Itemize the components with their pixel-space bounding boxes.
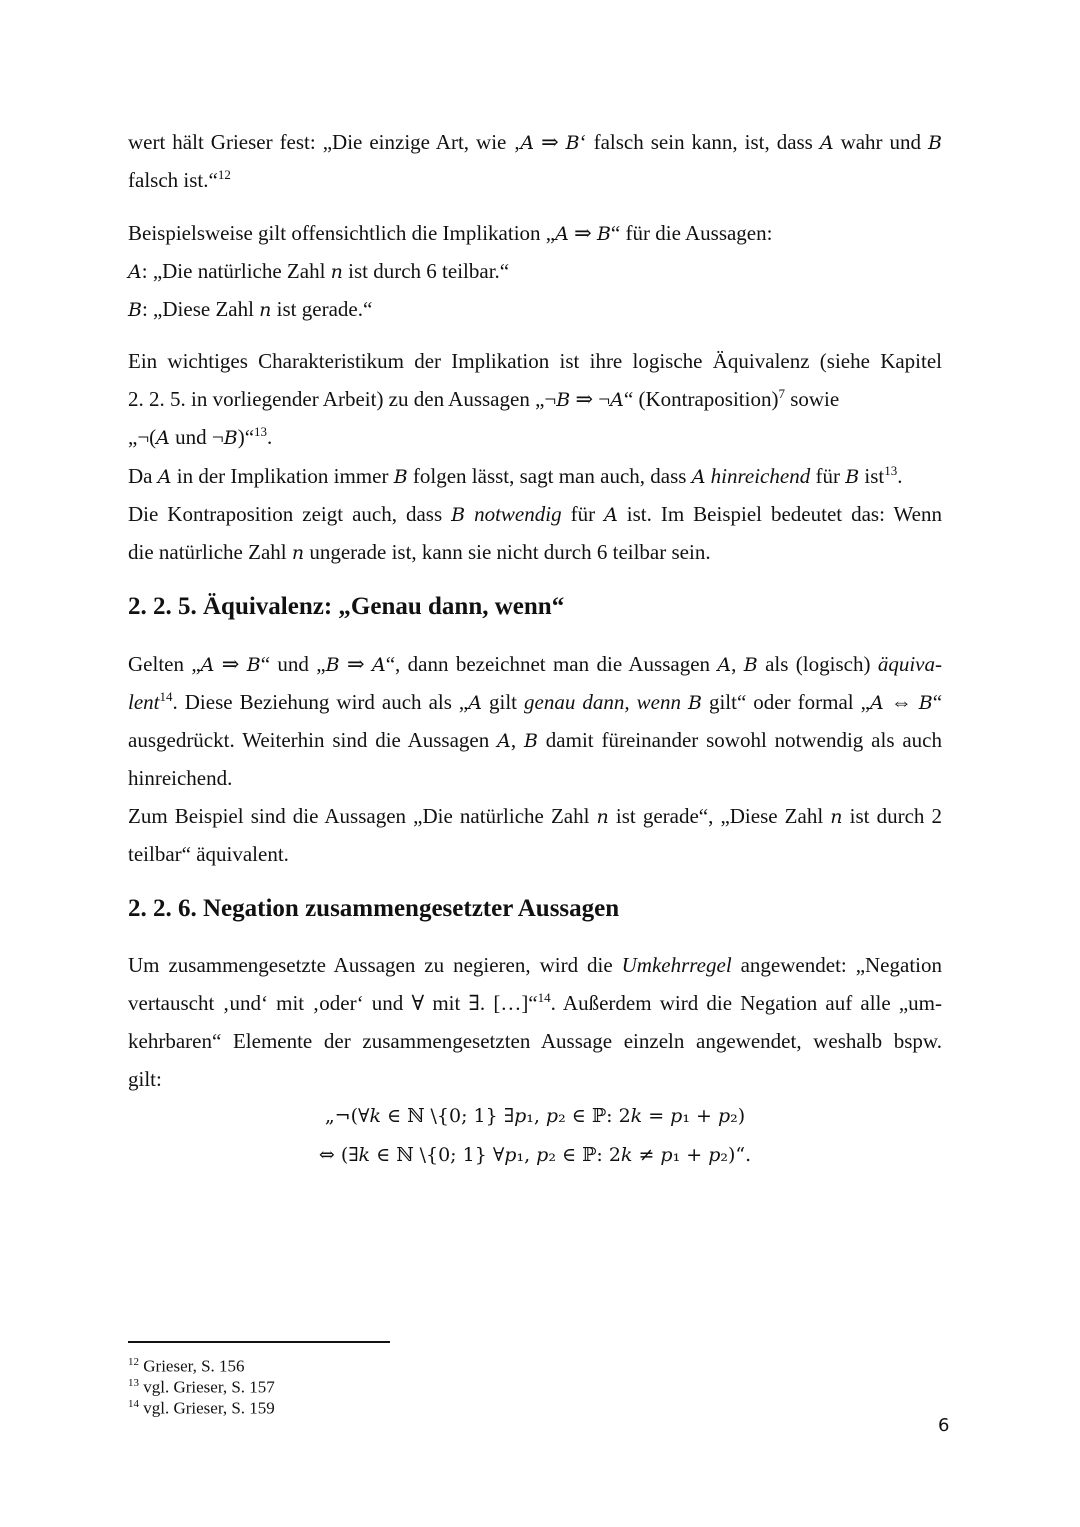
section-heading-2-2-6: 2. 2. 6. Negation zusammengesetzter Aussagen	[128, 895, 620, 922]
math-variable: A	[555, 223, 569, 245]
text-run: wahr und	[833, 130, 929, 154]
footnote-reference: 14	[537, 990, 551, 1005]
text-run: Da	[128, 464, 158, 488]
text-line	[128, 683, 942, 721]
text-run: genau dann, wenn	[524, 690, 681, 714]
text-run: 2. 2. 5. in vorliegender Arbeit) zu den Aussagen „¬	[128, 387, 557, 411]
text-run: ist	[859, 464, 885, 488]
footnote-reference: 13	[884, 463, 898, 478]
text-run: .	[897, 464, 903, 488]
footnote-text: Grieser, S. 156	[143, 1356, 245, 1376]
text-run: : „Diese Zahl	[141, 297, 260, 321]
math-variable: A	[610, 389, 624, 411]
formula-line-2: ⇔ (∃𝑘 ∈ ℕ \{0; 1} ∀𝑝₁, 𝑝₂ ∈ ℙ: 2𝑘 ≠ 𝑝₁ + 𝑝₂)“.	[318, 1144, 752, 1166]
footnote-number: 13	[128, 1377, 139, 1389]
text-run: . Außerdem wird die Negation auf alle „um-	[550, 991, 942, 1015]
text-run: vertauscht ‚und‘ mit ‚oder‘ und ∀ mit ∃. […]“	[128, 991, 538, 1015]
text-run: folgen lässt, sagt man auch, dass	[407, 464, 692, 488]
text-run: ⇒	[534, 130, 566, 154]
math-variable: A	[468, 692, 482, 714]
text-run: notwendig	[474, 502, 562, 526]
math-variable: B	[523, 730, 538, 752]
text-run: sowie	[784, 387, 840, 411]
footnote-separator	[128, 1341, 390, 1343]
text-run: kehrbaren“ Elemente der zusammengesetzten Aussage einzeln angewendet, weshalb bspw.	[128, 1029, 942, 1053]
text-run: als (logisch)	[757, 652, 878, 676]
math-variable: A	[520, 132, 535, 154]
text-run: “ für die Aussagen:	[610, 221, 773, 245]
text-run: gilt:	[128, 1067, 162, 1091]
text-run: ⇒ ¬	[570, 387, 611, 411]
math-variable: B	[565, 132, 580, 154]
text-line	[128, 759, 942, 797]
math-variable: B	[128, 299, 142, 321]
text-line	[128, 457, 942, 496]
text-run: hinreichend	[710, 464, 811, 488]
text-run: Umkehrregel	[621, 953, 732, 977]
text-run: ist durch 6 teilbar.“	[342, 259, 510, 283]
text-run: gilt	[481, 690, 525, 714]
text-run: ⇒	[568, 221, 597, 245]
text-run: ist. Im Beispiel bedeutet das: Wenn	[617, 502, 942, 526]
footnote-14	[128, 1394, 275, 1419]
text-run: in der Implikation immer	[171, 464, 394, 488]
text-line	[128, 418, 942, 457]
text-line	[128, 214, 942, 253]
footnote-number: 14	[128, 1398, 139, 1410]
math-variable: B	[325, 654, 340, 676]
text-run: “ und „	[260, 652, 326, 676]
footnote-reference: 12	[217, 167, 231, 182]
math-variable: B	[556, 389, 571, 411]
section-heading-2-2-5: 2. 2. 5. Äquivalenz: „Genau dann, wenn“	[128, 593, 565, 620]
math-variable: A	[691, 466, 706, 488]
text-line	[128, 797, 942, 835]
text-run: „¬(	[128, 425, 157, 449]
text-line	[128, 533, 942, 572]
footnote-reference: 14	[159, 689, 173, 704]
text-run: ist gerade.“	[271, 297, 373, 321]
text-run: die natürliche Zahl	[128, 540, 292, 564]
text-run	[465, 502, 474, 526]
math-variable: A	[717, 654, 732, 676]
text-run: damit füreinander sowohl notwendig als auch	[537, 728, 942, 752]
text-run: ⇔	[883, 690, 919, 714]
text-line	[128, 380, 942, 419]
text-run: ist gerade“, „Diese Zahl	[608, 804, 831, 828]
text-line	[128, 1060, 942, 1098]
text-run: für	[561, 502, 605, 526]
math-variable: B	[918, 692, 933, 714]
math-variable: n	[259, 299, 272, 321]
math-variable: B	[687, 692, 702, 714]
text-run: ⇒	[339, 652, 372, 676]
text-run: Zum Beispiel sind die Aussagen „Die natürliche Zahl	[128, 804, 597, 828]
math-variable: A	[604, 504, 618, 526]
text-run: Beispielsweise gilt offensichtlich die Implikation „	[128, 221, 556, 245]
text-run: gilt“ oder formal „	[701, 690, 870, 714]
math-variable: B	[393, 466, 408, 488]
text-run: Um zusammengesetzte Aussagen zu negieren, wird die	[128, 953, 622, 977]
math-variable: n	[830, 806, 843, 828]
text-line	[128, 342, 942, 380]
math-variable: A	[156, 427, 170, 449]
math-variable: B	[223, 427, 238, 449]
math-variable: B	[928, 132, 942, 154]
text-line	[128, 835, 942, 873]
text-run: ,	[510, 728, 524, 752]
text-run: Die Kontraposition zeigt auch, dass	[128, 502, 452, 526]
text-run: falsch ist.“	[128, 168, 218, 192]
text-run: .	[267, 425, 273, 449]
text-line	[128, 984, 942, 1022]
math-variable: B	[743, 654, 758, 676]
text-run: ist durch 2	[842, 804, 942, 828]
text-run: “ (Kontraposition)	[623, 387, 779, 411]
formula-line-1: „¬(∀𝑘 ∈ ℕ \{0; 1} ∃𝑝₁, 𝑝₂ ∈ ℙ: 2𝑘 = 𝑝₁ + 𝑝₂)	[324, 1105, 746, 1127]
text-line	[128, 1022, 942, 1060]
text-run: und ¬	[169, 425, 224, 449]
footnote-text: vgl. Grieser, S. 157	[143, 1377, 275, 1397]
footnote-reference: 13	[254, 424, 268, 439]
text-line	[128, 290, 942, 329]
text-line	[128, 946, 942, 984]
text-line	[128, 645, 942, 683]
footnote-text: vgl. Grieser, S. 159	[143, 1398, 275, 1418]
text-run: hinreichend.	[128, 766, 233, 790]
math-variable: B	[596, 223, 611, 245]
text-run: ,	[731, 652, 744, 676]
math-variable: A	[157, 466, 172, 488]
math-variable: A	[497, 730, 511, 752]
text-line	[128, 495, 942, 533]
text-run: äquiva-	[877, 652, 942, 676]
text-run: “	[932, 690, 942, 714]
footnote-reference: 7	[778, 386, 785, 401]
text-run: angewendet: „Negation	[731, 953, 942, 977]
text-run: ausgedrückt. Weiterhin sind die Aussagen	[128, 728, 498, 752]
text-line	[128, 721, 942, 759]
text-run: ‘ falsch sein kann, ist, dass	[579, 130, 820, 154]
math-variable: B	[845, 466, 860, 488]
text-run: lent	[128, 690, 160, 714]
math-variable: B	[246, 654, 261, 676]
math-variable: A	[819, 132, 834, 154]
text-line	[128, 252, 942, 291]
text-run: . Diese Beziehung wird auch als „	[172, 690, 469, 714]
math-variable: n	[596, 806, 609, 828]
text-run: für	[810, 464, 846, 488]
text-line	[128, 161, 942, 199]
footnote-number: 12	[128, 1356, 139, 1368]
math-variable: B	[451, 504, 466, 526]
text-run	[681, 690, 688, 714]
math-variable: n	[330, 261, 343, 283]
page-number: 6	[938, 1415, 950, 1436]
text-run: ⇒	[214, 652, 247, 676]
text-run: Gelten „	[128, 652, 201, 676]
text-run: ungerade ist, kann sie nicht durch 6 teilbar sein.	[304, 540, 711, 564]
text-run: “, dann bezeichnet man die Aussagen	[385, 652, 718, 676]
text-run: wert hält Grieser fest: „Die einzige Art, wie ‚	[128, 130, 521, 154]
text-run: Ein wichtiges Charakteristikum der Implikation ist ihre logische Äquivalenz (siehe Kapitel	[128, 349, 942, 373]
math-variable: A	[200, 654, 215, 676]
text-run: : „Die natürliche Zahl	[141, 259, 331, 283]
text-run: teilbar“ äquivalent.	[128, 842, 289, 866]
text-line	[128, 123, 942, 161]
math-variable: A	[371, 654, 386, 676]
math-variable: n	[291, 542, 305, 564]
math-variable: A	[128, 261, 142, 283]
text-run: )“	[237, 425, 255, 449]
math-variable: A	[869, 692, 884, 714]
